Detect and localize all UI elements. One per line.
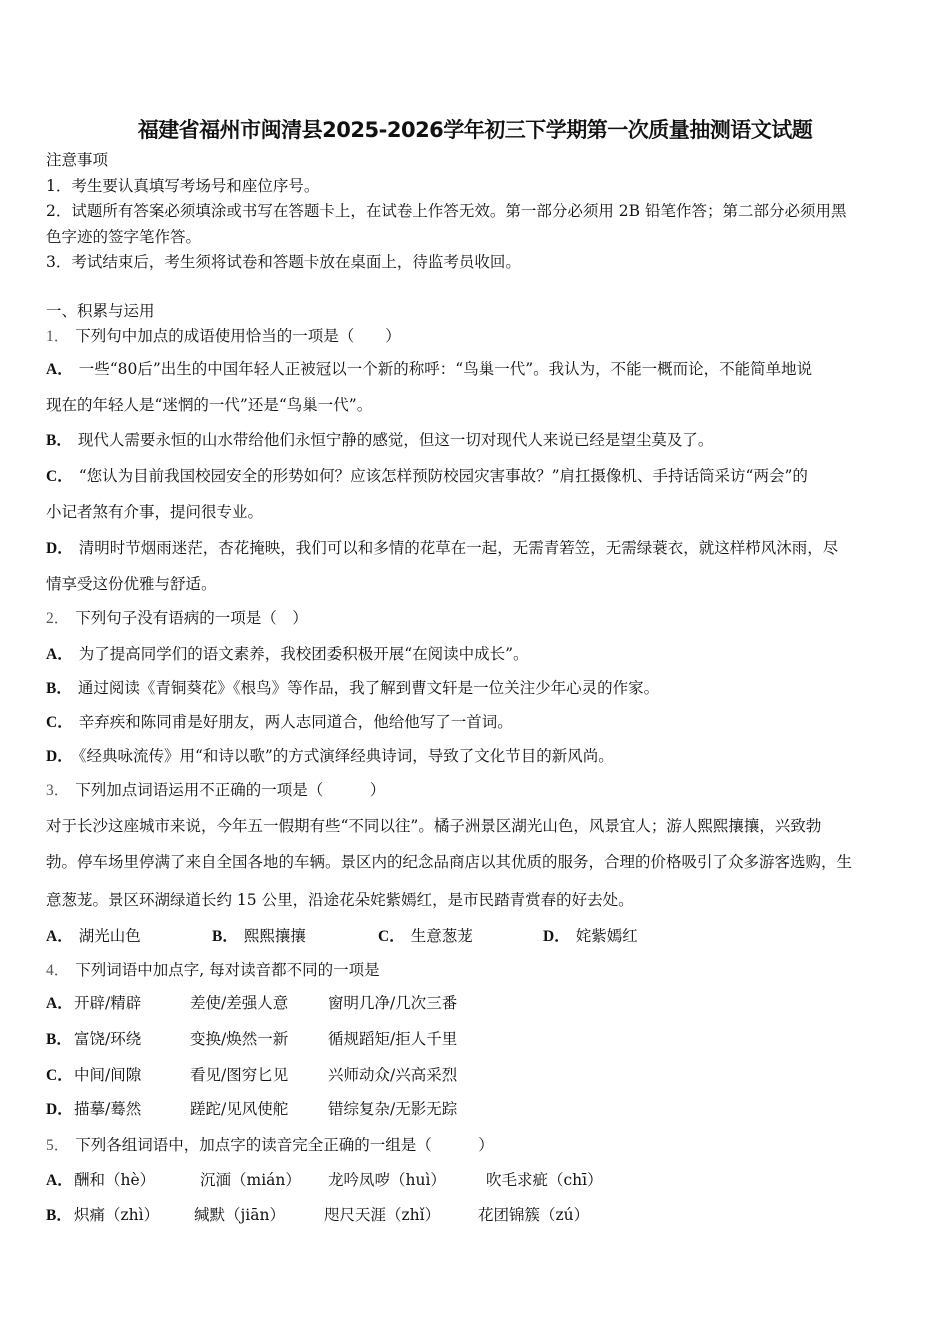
option-label: C． [46,714,73,731]
option-item: 差使/差强人意 [190,994,289,1012]
option-item: 蹉跎/见风使舵 [190,1100,289,1118]
option-item: 富饶/环绕 [74,1030,142,1048]
option-text: 一些“80后”出生的中国年轻人正被冠以一个新的称呼：“鸟巢一代”。我认为，不能一概而论，不能简单地说 [78,360,813,378]
option-item: 变换/焕然一新 [190,1030,289,1048]
option-label: C． [46,1067,73,1084]
option-label: A． [46,361,73,378]
option-text: 熙熙攘攘 [243,927,306,945]
question-5-stem [46,1135,494,1156]
option-text: 现代人需要永恒的山水带给他们永恒宁静的感觉，但这一切对现代人来说已经是望尘莫及了。 [77,431,714,449]
q3-passage-line: 勃。停车场里停满了来自全国各地的车辆。景区内的纪念品商店以其优质的服务，合理的价格吸引了众多游客选购，生 [46,853,853,871]
option-item: 看见/图穷匕见 [190,1066,289,1084]
option-item: 酬和（hè） [74,1171,156,1189]
option-item: 沉湎（mián） [200,1171,301,1189]
option-text: 辛弃疾和陈同甫是好朋友，两人志同道合，他给他写了一首词。 [78,713,513,731]
stem-text: 下列句子没有语病的一项是（ ） [75,609,308,627]
question-3-stem [46,780,385,801]
option-item: 龙吟凤哕（huì） [328,1171,446,1189]
q1-option-d-cont: 情享受这份优雅与舒适。 [46,575,217,593]
option-label: B． [212,928,238,945]
question-1-stem [46,326,401,347]
q1-option-b [46,430,713,451]
q1-option-c-cont: 小记者煞有介事，提问很专业。 [46,503,264,521]
q5-option-a [46,1170,906,1191]
q4-option-c [46,1065,906,1086]
option-label: D． [543,928,570,945]
note-item: 1．考生要认真填写考场号和座位序号。 [46,177,320,195]
document-title: 福建省福州市闽清县2025-2026学年初三下学期第一次质量抽测语文试题 [137,118,813,142]
option-item: 炽痛（zhì） [74,1206,160,1224]
q1-option-d [46,538,838,559]
q2-option-a [46,644,529,665]
option-text: 为了提高同学们的语文素养，我校团委积极开展“在阅读中成长”。 [78,645,529,663]
option-text: “您认为目前我国校园安全的形势如何？应该怎样预防校园灾害事故？”肩扛摄像机、手持话筒采访“两会”的 [78,467,808,485]
option-label: B． [46,1031,72,1048]
option-item: 兴师动众/兴高采烈 [328,1066,458,1084]
q3-passage-line: 对于长沙这座城市来说，今年五一假期有些“不同以往”。橘子洲景区湖光山色，风景宜人；游人熙熙攘攘，兴致勃 [46,817,822,835]
option-label: A． [46,1172,73,1189]
question-2-stem [46,608,308,629]
stem-text: 下列各组词语中，加点字的读音完全正确的一组是（ ） [75,1136,494,1154]
section-heading: 一、积累与运用 [46,302,155,320]
note-item: 2．试题所有答案必须填涂或书写在答题卡上，在试卷上作答无效。第一部分必须用 2B 铅笔作答；第二部分必须用黑 [46,202,847,220]
option-label: D． [46,748,73,765]
question-number: 3． [46,782,70,799]
notes-heading: 注意事项 [46,151,109,169]
option-label: B． [46,432,72,449]
option-label: B． [46,680,72,697]
option-item: 缄默（jiān） [194,1206,285,1224]
option-label: A． [46,995,73,1012]
stem-text: 下列词语中加点字, 每对读音都不同的一项是 [75,961,380,979]
q4-option-b [46,1029,906,1050]
option-item: 吹毛求疵（chī） [486,1171,603,1189]
question-number: 1． [46,328,70,345]
q4-option-d [46,1099,906,1120]
option-item: 描摹/蓦然 [74,1100,142,1118]
question-number: 4． [46,962,70,979]
option-label: A． [46,928,73,945]
option-label: C． [46,468,73,485]
option-label: D． [46,1101,73,1118]
option-text: 通过阅读《青铜葵花》《根鸟》等作品，我了解到曹文轩是一位关注少年心灵的作家。 [77,679,660,697]
option-label: D． [46,540,73,557]
question-number: 2． [46,610,70,627]
option-item: 循规蹈矩/拒人千里 [328,1030,458,1048]
question-4-stem [46,960,380,981]
option-item: 窗明几净/几次三番 [328,994,458,1012]
question-number: 5． [46,1137,70,1154]
q5-option-b [46,1205,906,1226]
note-item: 3．考试结束后，考生须将试卷和答题卡放在桌面上，待监考员收回。 [46,253,521,271]
q1-option-a-cont: 现在的年轻人是“迷惘的一代”还是“鸟巢一代”。 [46,396,373,414]
note-item: 色字迹的签字笔作答。 [46,228,202,246]
q4-option-a [46,993,906,1014]
stem-text: 下列句中加点的成语使用恰当的一项是（ ） [75,327,401,345]
option-label: B． [46,1207,72,1224]
option-item: 中间/间隙 [74,1066,142,1084]
option-item: 咫尺天涯（zhǐ） [324,1206,441,1224]
option-item: 错综复杂/无影无踪 [328,1100,458,1118]
q2-option-b [46,678,659,699]
option-label: C． [378,928,405,945]
option-item: 花团锦簇（zú） [478,1206,590,1224]
q3-passage-line: 意葱茏。景区环湖绿道长约 15 公里，沿途花朵姹紫嫣红，是市民踏青赏春的好去处。 [46,891,634,909]
option-text: 湖光山色 [78,927,141,945]
option-label: A． [46,646,73,663]
option-text: 《经典咏流传》用“和诗以歌”的方式演绎经典诗词，导致了文化节目的新风尚。 [78,747,614,765]
option-text: 清明时节烟雨迷茫，杏花掩映，我们可以和多情的花草在一起，无需青箬笠，无需绿蓑衣，就这样栉风沐雨，尽 [78,539,839,557]
q2-option-d [46,746,614,767]
option-item: 开辟/精辟 [74,994,142,1012]
stem-text: 下列加点词语运用不正确的一项是（ ） [75,781,386,799]
option-text: 姹紫嫣红 [575,927,638,945]
option-text: 生意葱茏 [410,927,473,945]
q1-option-a [46,359,812,380]
q1-option-c [46,466,808,487]
q2-option-c [46,712,513,733]
